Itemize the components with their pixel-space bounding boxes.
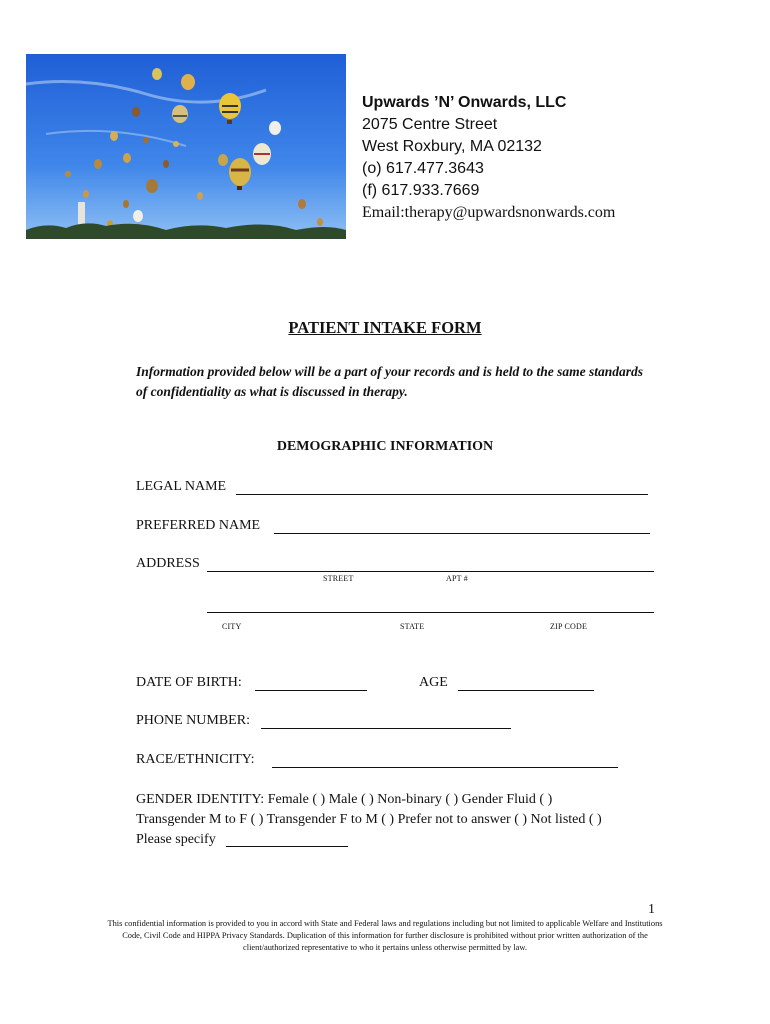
race-ethnicity-field[interactable] xyxy=(272,767,618,768)
zip-code-caption: ZIP CODE xyxy=(550,622,588,631)
company-address-block xyxy=(362,92,615,224)
address-city-state-zip-field[interactable] xyxy=(207,612,654,613)
company-name: Upwards ’N’ Onwards, LLC xyxy=(362,94,567,111)
city-caption: CITY xyxy=(222,622,242,631)
intro-text: Information provided below will be a part of your records and is held to the same standards of confidentiality as what is discussed in therapy. xyxy=(136,364,644,399)
gender-options-line-2[interactable]: Transgender M to F ( ) Transgender F to M ( ) Prefer not to answer ( ) Not listed ( ) xyxy=(136,812,602,827)
apt-caption: APT # xyxy=(446,574,468,583)
company-city-line: West Roxbury, MA 02132 xyxy=(362,138,542,155)
confidentiality-disclaimer: This confidential information is provided to you in accord with State and Federal laws and regulations including but not limited to applicable Welfare and Institutions Code, Civil Code and HIPPA Privacy Standards. Duplication of this information for further disclosure is prohibited without prior written authorization of the client/authorized representative to who it pertains unless otherwise permitted by law. xyxy=(107,919,663,952)
age-label: AGE xyxy=(419,675,448,690)
date-of-birth-field[interactable] xyxy=(255,690,367,691)
office-phone: (o) 617.477.3643 xyxy=(362,160,484,177)
legal-name-field[interactable] xyxy=(236,494,648,495)
race-ethnicity-label: RACE/ETHNICITY: xyxy=(136,752,255,767)
please-specify-label: Please specify xyxy=(136,832,216,847)
phone-number-label: PHONE NUMBER: xyxy=(136,713,250,728)
state-caption: STATE xyxy=(400,622,425,631)
company-street: 2075 Centre Street xyxy=(362,116,498,133)
address-street-field[interactable] xyxy=(207,571,654,572)
age-field[interactable] xyxy=(458,690,594,691)
page-number: 1 xyxy=(648,902,655,917)
company-email: Email:therapy@upwardsnonwards.com xyxy=(362,204,616,221)
preferred-name-field[interactable] xyxy=(274,533,650,534)
street-caption: STREET xyxy=(323,574,354,583)
date-of-birth-label: DATE OF BIRTH: xyxy=(136,675,242,690)
please-specify-field[interactable] xyxy=(226,846,348,847)
preferred-name-label: PREFERRED NAME xyxy=(136,518,261,533)
address-label: ADDRESS xyxy=(136,556,200,571)
gender-identity-block xyxy=(136,790,602,850)
form-title: PATIENT INTAKE FORM xyxy=(288,318,482,337)
gender-specify-row xyxy=(136,830,602,850)
fax-number: (f) 617.933.7669 xyxy=(362,182,480,199)
gender-options-line-1[interactable]: GENDER IDENTITY: Female ( ) Male ( ) Non-binary ( ) Gender Fluid ( ) xyxy=(136,792,553,807)
section-title: DEMOGRAPHIC INFORMATION xyxy=(276,439,494,454)
hot-air-balloons-photo xyxy=(26,54,346,239)
legal-name-label: LEGAL NAME xyxy=(136,479,227,494)
phone-number-field[interactable] xyxy=(261,728,511,729)
